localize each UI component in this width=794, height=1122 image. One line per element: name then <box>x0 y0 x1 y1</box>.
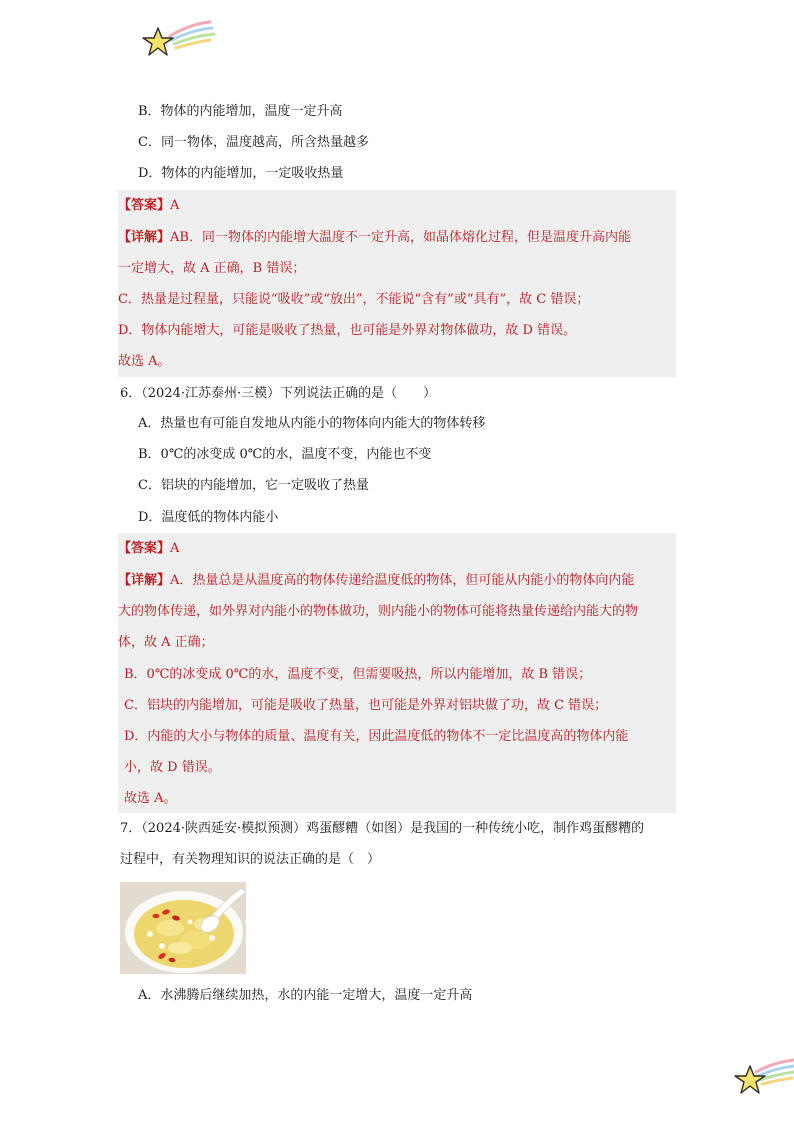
option-c: C．铝块的内能增加，它一定吸收了热量 <box>138 478 369 493</box>
explanation-line: 【详解】A．热量总是从温度高的物体传递给温度低的物体，但可能从内能小的物体向内能 <box>118 573 635 588</box>
explanation-line: 大的物体传递，如外界对内能小的物体做功，则内能小的物体可能将热量传递给内能大的物 <box>118 604 639 619</box>
answer-line: 【答案】A <box>118 198 180 213</box>
explanation-line: 体，故 A 正确； <box>118 635 214 650</box>
option-b: B．物体的内能增加，温度一定升高 <box>138 104 343 119</box>
conclusion-line: 故选 A。 <box>118 354 171 369</box>
explanation-line: C．铝块的内能增加，可能是吸收了热量，也可能是外界对铝块做了功，故 C 错误； <box>124 698 608 713</box>
option-a: A．热量也有可能自发地从内能小的物体向内能大的物体转移 <box>138 416 486 431</box>
explanation-line: B．0℃的冰变成 0℃的水，温度不变，但需要吸热，所以内能增加，故 B 错误； <box>124 667 592 682</box>
option-c: C．同一物体，温度越高，所含热量越多 <box>138 135 369 150</box>
star-decoration-icon <box>140 14 218 60</box>
explanation-line: D．物体内能增大，可能是吸收了热量，也可能是外界对物体做功，故 D 错误。 <box>118 323 577 338</box>
explanation-line: D．内能的大小与物体的质量、温度有关，因此温度低的物体不一定比温度高的物体内能 <box>124 729 629 744</box>
option-a: A．水沸腾后继续加热，水的内能一定增大，温度一定升高 <box>138 988 473 1003</box>
explanation-line: 【详解】AB．同一物体的内能增大温度不一定升高，如晶体熔化过程，但是温度升高内能 <box>118 230 631 245</box>
option-d: D．物体的内能增加，一定吸收热量 <box>138 166 344 181</box>
answer-block-q5 <box>118 190 676 377</box>
question-6-stem: 6．（2024·江苏泰州·三模）下列说法正确的是（ ） <box>120 386 437 401</box>
explanation-line: 一定增大，故 A 正确，B 错误； <box>118 261 306 276</box>
conclusion-line: 故选 A。 <box>124 791 177 806</box>
star-decoration-icon <box>734 1054 794 1098</box>
option-b: B．0℃的冰变成 0℃的水，温度不变，内能也不变 <box>138 447 432 462</box>
question-7-stem-cont: 过程中，有关物理知识的说法正确的是（ ） <box>120 852 381 867</box>
question-7-stem: 7．（2024·陕西延安·模拟预测）鸡蛋醪糟（如图）是我国的一种传统小吃，制作鸡蛋醪糟的 <box>120 821 645 836</box>
egg-rice-wine-soup-image <box>120 882 246 974</box>
explanation-line: C．热量是过程量，只能说“吸收”或“放出”，不能说“含有”或“具有”，故 C 错误； <box>118 292 590 307</box>
explanation-line: 小，故 D 错误。 <box>124 760 221 775</box>
answer-block-q6 <box>118 533 676 813</box>
answer-line: 【答案】A <box>118 541 180 556</box>
option-d: D．温度低的物体内能小 <box>138 510 279 525</box>
